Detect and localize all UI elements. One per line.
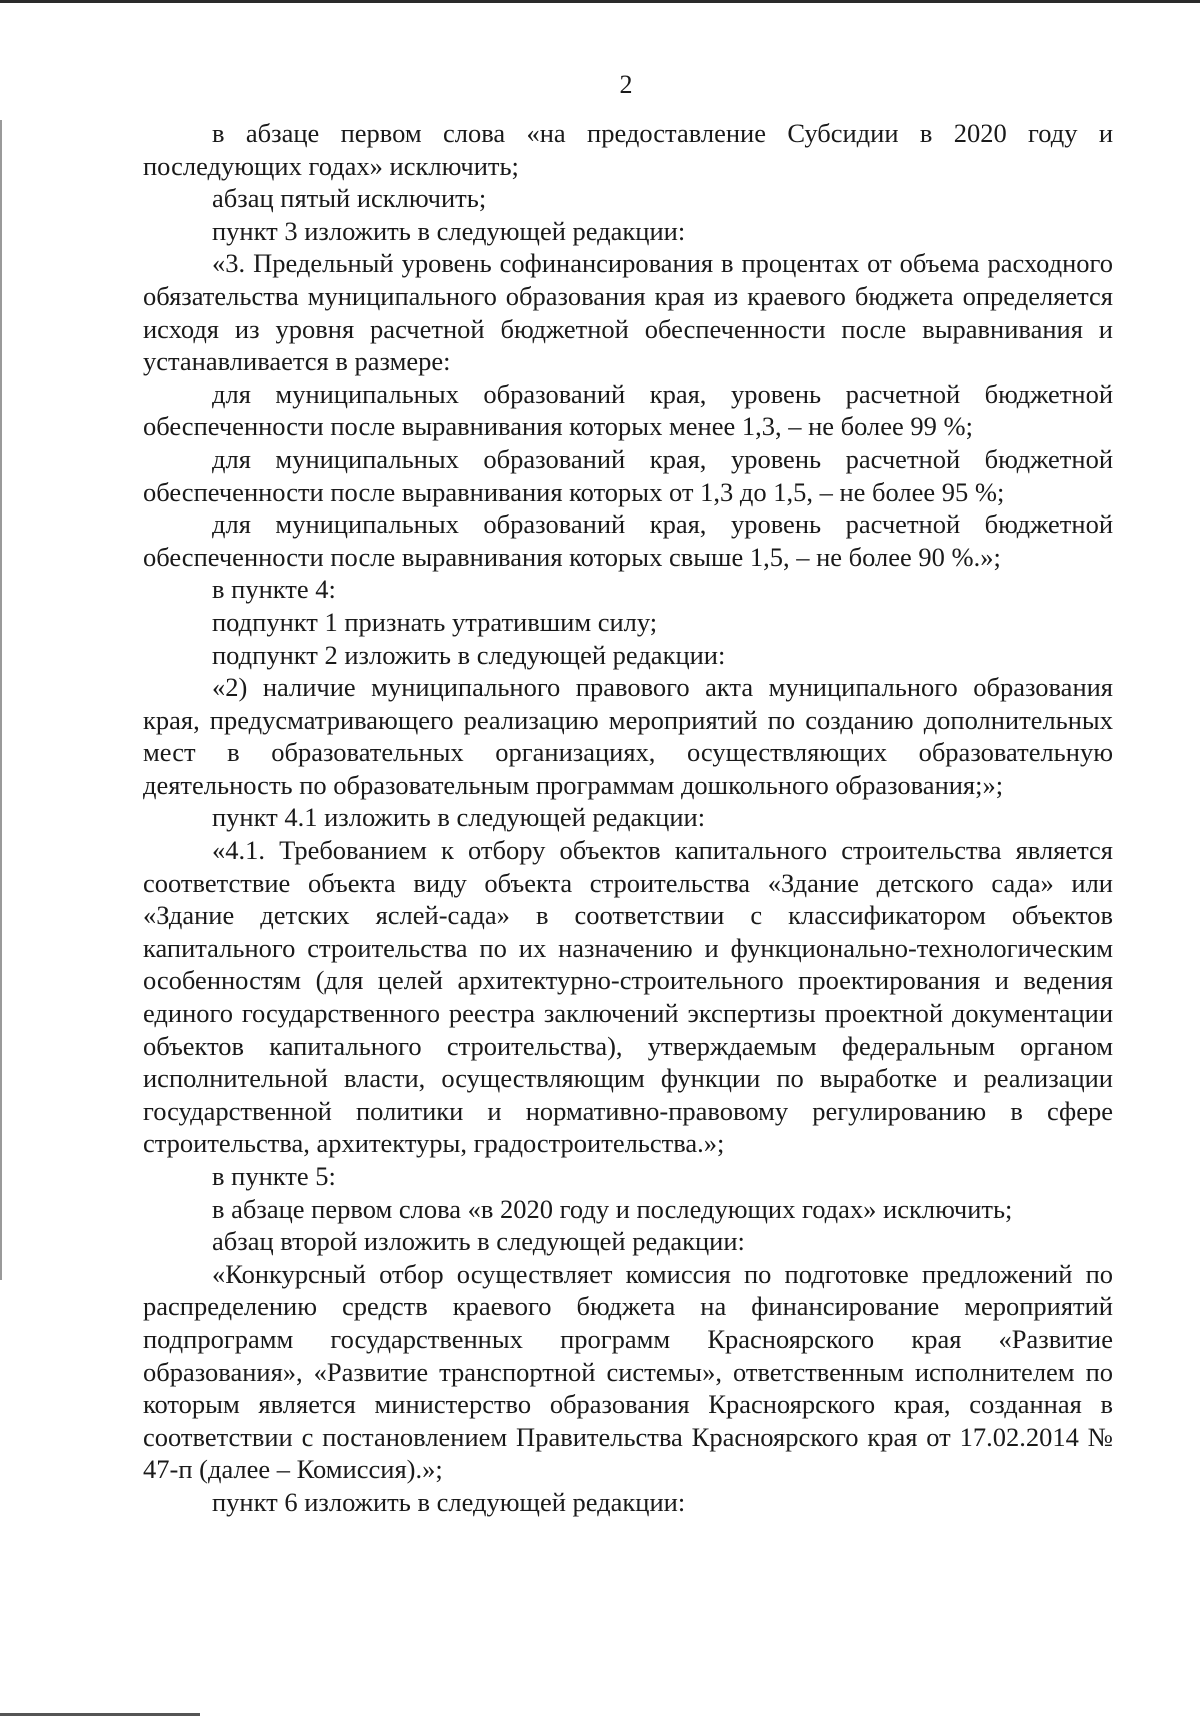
paragraph: пункт 6 изложить в следующей редакции: — [212, 1486, 686, 1517]
document-body — [143, 117, 1113, 1519]
paragraph: абзац второй изложить в следующей редакции: — [212, 1226, 745, 1257]
paragraph: «4.1. Требованием к отбору объектов капитального строительства является соответствие объекта виду объекта строительства «Здание детского сада» или «Здание детских яслей-сада» в соответствии с классификатором объектов капитального строительства по их назначению и функционально-технологическим особенностям (для целей архитектурно-строительного проектирования и ведения единого государственного реестра заключений экспертизы проектной документации объектов капитального строительства), утверждаемым федеральным органом исполнительной власти, осуществляющим функции по выработке и реализации государственной политики и нормативно-правовому регулированию в сфере строительства, архитектуры, градостроительства.»; — [143, 835, 1113, 1159]
paragraph: пункт 3 изложить в следующей редакции: — [212, 215, 686, 246]
paragraph: в пункте 5: — [212, 1161, 336, 1191]
paragraph: в абзаце первом слова «на предоставление Субсидии в 2020 году и последующих годах» исключить; — [143, 118, 1113, 181]
paragraph: абзац пятый исключить; — [212, 183, 487, 214]
paragraph: для муниципальных образований края, уровень расчетной бюджетной обеспеченности после выравнивания которых свыше 1,5, – не более 90 %.»; — [143, 509, 1113, 572]
paragraph: для муниципальных образований края, уровень расчетной бюджетной обеспеченности после выравнивания которых менее 1,3, – не более 99 %; — [143, 378, 1113, 442]
scan-left-edge — [0, 120, 2, 1280]
paragraph: пункт 4.1 изложить в следующей редакции: — [212, 802, 706, 833]
paragraph: подпункт 2 изложить в следующей редакции: — [212, 639, 726, 670]
paragraph: «2) наличие муниципального правового акта муниципального образования края, предусматривающего реализацию мероприятий по созданию дополнительных мест в образовательных организациях, осуществляющих образовательную деятельность по образовательным программам дошкольного образования;»; — [143, 672, 1113, 800]
paragraph: «Конкурсный отбор осуществляет комиссия по подготовке предложений по распределению средств краевого бюджета на финансирование мероприятий подпрограмм государственных программ Красноярского края «Развитие образования», «Развитие транспортной системы», ответственным исполнителем по которым является министерство образования Красноярского края, созданная в соответствии с постановлением Правительства Красноярского края от 17.02.2014 № 47-п (далее – Комиссия).»; — [143, 1258, 1113, 1485]
paragraph: в пункте 4: — [212, 574, 336, 605]
paragraph: в абзаце первом слова «в 2020 году и последующих годах» исключить; — [212, 1193, 1013, 1224]
page-number: 2 — [619, 70, 633, 99]
paragraph: для муниципальных образований края, уровень расчетной бюджетной обеспеченности после выравнивания которых от 1,3 до 1,5, – не более 95 %; — [143, 443, 1113, 507]
paragraph: подпункт 1 признать утратившим силу; — [212, 606, 658, 637]
paragraph: «3. Предельный уровень софинансирования в процентах от объема расходного обязательства муниципального образования края из краевого бюджета определяется исходя из уровня расчетной бюджетной обеспеченности после выравнивания и устанавливается в размере: — [143, 248, 1113, 377]
scan-top-edge — [0, 0, 1200, 3]
